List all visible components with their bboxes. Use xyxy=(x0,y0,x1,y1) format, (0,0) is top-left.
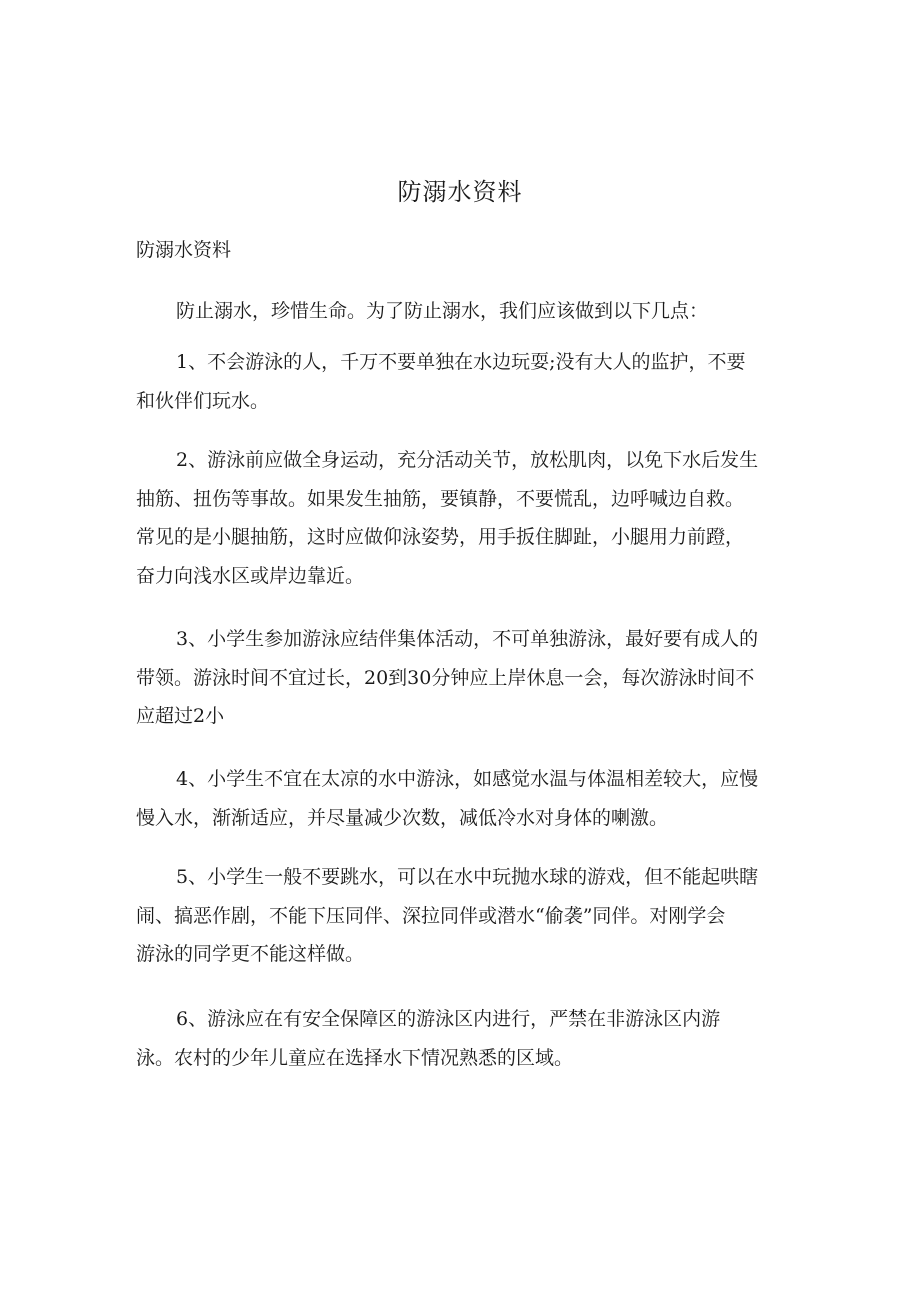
item-3-line-2: 带领。游泳时间不宜过长，20到30分钟应上岸休息一会，每次游泳时间不 xyxy=(136,666,755,689)
item-paragraph-4 xyxy=(136,760,794,837)
item-2-line-1: 2、游泳前应做全身运动，充分活动关节，放松肌肉，以免下水后发生 xyxy=(176,449,759,471)
item-2-line-4: 奋力向浅水区或岸边靠近。 xyxy=(136,564,365,587)
item-2-line-2: 抽筋、扭伤等事故。如果发生抽筋，要镇静，不要慌乱，边呼喊边自救。 xyxy=(136,487,745,510)
document-subtitle: 防溺水资料 xyxy=(136,239,232,261)
intro-line: 防止溺水，珍惜生命。为了防止溺水，我们应该做到以下几点： xyxy=(176,300,709,322)
item-1-line-1: 1、不会游泳的人，千万不要单独在水边玩耍;没有大人的监护，不要 xyxy=(176,351,746,373)
item-4-line-1: 4、小学生不宜在太凉的水中游泳，如感觉水温与体温相差较大，应慢 xyxy=(176,768,759,790)
item-2-line-3: 常见的是小腿抽筋，这时应做仰泳姿势，用手扳住脚趾，小腿用力前蹬， xyxy=(136,526,745,548)
document-title: 防溺水资料 xyxy=(397,178,523,206)
item-4-line-2: 慢入水，渐渐适应，并尽量减少次数，减低冷水对身体的喇激。 xyxy=(136,806,669,829)
item-5-line-1: 5、小学生一般不要跳水，可以在水中玩抛水球的游戏，但不能起哄瞎 xyxy=(176,866,759,888)
item-1-line-2: 和伙伴们玩水。 xyxy=(136,389,270,412)
item-paragraph-1 xyxy=(136,343,794,420)
item-paragraph-3 xyxy=(136,620,794,736)
intro-paragraph xyxy=(136,292,794,331)
item-6-line-1: 6、游泳应在有安全保障区的游泳区内进行，严禁在非游泳区内游 xyxy=(176,1008,721,1030)
item-6-line-2: 泳。农村的少年儿童应在选择水下情况熟悉的区域。 xyxy=(136,1046,574,1069)
item-5-line-2: 闹、搞恶作剧，不能下压同伴、深拉同伴或潜水“偷袭”同伴。对刚学会 xyxy=(136,904,726,927)
item-paragraph-2 xyxy=(136,441,794,595)
item-paragraph-6 xyxy=(136,1000,794,1077)
item-5-line-3: 游泳的同学更不能这样做。 xyxy=(136,943,365,965)
item-3-line-3: 应超过2小 xyxy=(136,705,225,727)
item-3-line-1: 3、小学生参加游泳应结伴集体活动，不可单独游泳，最好要有成人的 xyxy=(176,628,759,650)
item-paragraph-5 xyxy=(136,858,794,974)
